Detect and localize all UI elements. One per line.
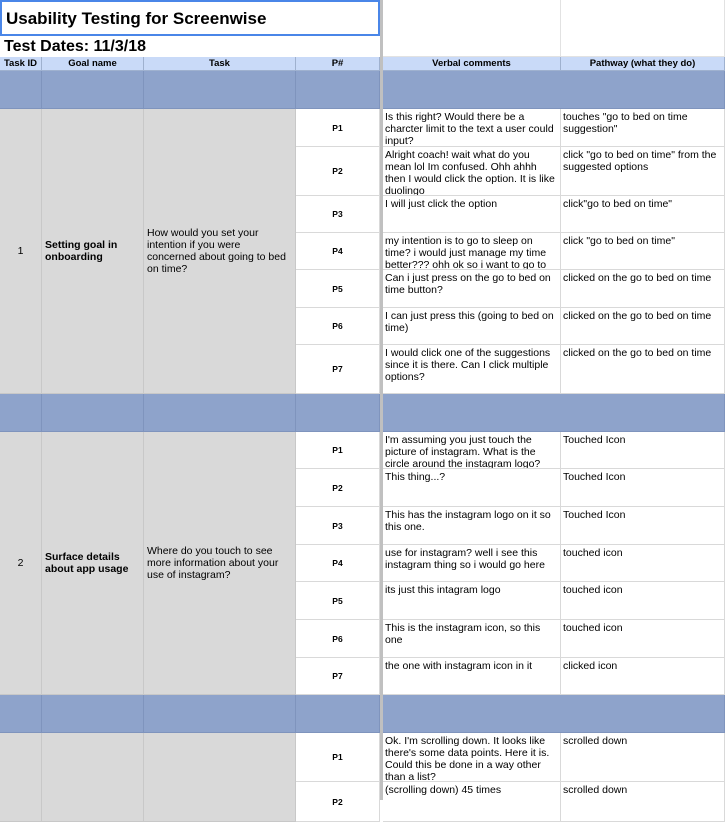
participant-cell[interactable]: P7 xyxy=(296,658,380,695)
participant-cell[interactable]: P5 xyxy=(296,270,380,308)
task-question-cell[interactable] xyxy=(144,733,296,822)
band-cell[interactable] xyxy=(144,695,296,733)
frozen-column-divider[interactable] xyxy=(380,0,383,800)
verbal-comment-cell[interactable]: I can just press this (going to bed on time) xyxy=(383,308,561,345)
pathway-cell[interactable]: touched icon xyxy=(561,545,725,582)
pathway-cell[interactable]: clicked icon xyxy=(561,658,725,695)
band-cell[interactable] xyxy=(0,695,42,733)
pathway-cell[interactable]: touched icon xyxy=(561,582,725,620)
task-separator-band[interactable] xyxy=(383,71,725,109)
empty-cell[interactable] xyxy=(561,0,725,57)
verbal-comment-cell[interactable]: I will just click the option xyxy=(383,196,561,233)
participant-cell[interactable]: P2 xyxy=(296,782,380,822)
band-cell[interactable] xyxy=(144,394,296,432)
sheet-title-cell[interactable] xyxy=(0,0,380,36)
verbal-comment-cell[interactable]: Alright coach! wait what do you mean lol Im confused. Ohh ahhh then I would click the option. It is like duolingo xyxy=(383,147,561,196)
participant-cell[interactable]: P3 xyxy=(296,507,380,545)
band-cell[interactable] xyxy=(42,71,144,109)
pathway-cell[interactable]: clicked on the go to bed on time xyxy=(561,270,725,308)
participant-cell[interactable]: P2 xyxy=(296,469,380,507)
pathway-cell[interactable]: click"go to bed on time" xyxy=(561,196,725,233)
verbal-comment-cell[interactable]: Is this right? Would there be a charcter limit to the text a user could input? xyxy=(383,109,561,147)
participant-cell[interactable]: P6 xyxy=(296,620,380,658)
pathway-cell[interactable]: Touched Icon xyxy=(561,469,725,507)
header-task-id[interactable]: Task ID xyxy=(0,57,42,71)
pathway-cell[interactable]: scrolled down xyxy=(561,782,725,822)
verbal-comment-cell[interactable]: (scrolling down) 45 times xyxy=(383,782,561,822)
participant-cell[interactable]: P2 xyxy=(296,147,380,196)
pathway-cell[interactable]: touches "go to bed on time suggestion" xyxy=(561,109,725,147)
verbal-comment-cell[interactable]: use for instagram? well i see this instagram thing so i would go here xyxy=(383,545,561,582)
participant-cell[interactable]: P4 xyxy=(296,545,380,582)
empty-cell[interactable] xyxy=(383,0,561,57)
verbal-comment-cell[interactable]: the one with instagram icon in it xyxy=(383,658,561,695)
goal-name-cell[interactable]: Surface details about app usage xyxy=(42,432,144,695)
task-separator-band[interactable] xyxy=(383,394,725,432)
pathway-cell[interactable]: touched icon xyxy=(561,620,725,658)
pathway-cell[interactable]: Touched Icon xyxy=(561,432,725,469)
verbal-comment-cell[interactable]: Ok. I'm scrolling down. It looks like there's some data points. Here it is. Could this be done in a way other than a list? xyxy=(383,733,561,782)
task-id-cell[interactable]: 2 xyxy=(0,432,42,695)
band-cell[interactable] xyxy=(42,695,144,733)
header-participant[interactable]: P# xyxy=(296,57,380,71)
task-id-cell[interactable] xyxy=(0,733,42,822)
goal-name-cell[interactable]: Setting goal in onboarding xyxy=(42,109,144,394)
band-cell[interactable] xyxy=(144,71,296,109)
pathway-cell[interactable]: scrolled down xyxy=(561,733,725,782)
header-pathway[interactable]: Pathway (what they do) xyxy=(561,57,725,71)
pathway-cell[interactable]: clicked on the go to bed on time xyxy=(561,345,725,394)
verbal-comment-cell[interactable]: my intention is to go to sleep on time? i would just manage my time better??? ohh ok so i want to go to xyxy=(383,233,561,270)
verbal-comment-cell[interactable]: Can i just press on the go to bed on time button? xyxy=(383,270,561,308)
sheet-title: Usability Testing for Screenwise xyxy=(6,9,267,28)
verbal-comment-cell[interactable]: I would click one of the suggestions since it is there. Can I click multiple options? xyxy=(383,345,561,394)
pathway-cell[interactable]: clicked on the go to bed on time xyxy=(561,308,725,345)
verbal-comment-cell[interactable]: This is the instagram icon, so this one xyxy=(383,620,561,658)
sheet-subtitle[interactable]: Test Dates: 11/3/18 xyxy=(4,38,147,55)
task-id-cell[interactable]: 1 xyxy=(0,109,42,394)
participant-cell[interactable]: P5 xyxy=(296,582,380,620)
participant-cell[interactable]: P7 xyxy=(296,345,380,394)
participant-cell[interactable]: P1 xyxy=(296,733,380,782)
participant-cell[interactable]: P6 xyxy=(296,308,380,345)
band-cell[interactable] xyxy=(0,394,42,432)
participant-cell[interactable]: P1 xyxy=(296,109,380,147)
verbal-comment-cell[interactable]: This thing...? xyxy=(383,469,561,507)
pathway-cell[interactable]: Touched Icon xyxy=(561,507,725,545)
participant-cell[interactable]: P4 xyxy=(296,233,380,270)
verbal-comment-cell[interactable]: This has the instagram logo on it so this one. xyxy=(383,507,561,545)
participant-cell[interactable]: P3 xyxy=(296,196,380,233)
band-cell[interactable] xyxy=(0,71,42,109)
participant-cell[interactable]: P1 xyxy=(296,432,380,469)
task-question-cell[interactable]: Where do you touch to see more information about your use of instagram? xyxy=(144,432,296,695)
verbal-comment-cell[interactable]: I'm assuming you just touch the picture of instagram. What is the circle around the instagram logo? xyxy=(383,432,561,469)
header-task[interactable]: Task xyxy=(144,57,296,71)
pathway-cell[interactable]: click "go to bed on time" xyxy=(561,233,725,270)
band-cell[interactable] xyxy=(42,394,144,432)
goal-name-cell[interactable] xyxy=(42,733,144,822)
task-separator-band[interactable] xyxy=(383,695,725,733)
task-question-cell[interactable]: How would you set your intention if you were concerned about going to bed on time? xyxy=(144,109,296,394)
header-goal-name[interactable]: Goal name xyxy=(42,57,144,71)
header-verbal-comments[interactable]: Verbal comments xyxy=(383,57,561,71)
verbal-comment-cell[interactable]: its just this intagram logo xyxy=(383,582,561,620)
pathway-cell[interactable]: click "go to bed on time" from the suggested options xyxy=(561,147,725,196)
